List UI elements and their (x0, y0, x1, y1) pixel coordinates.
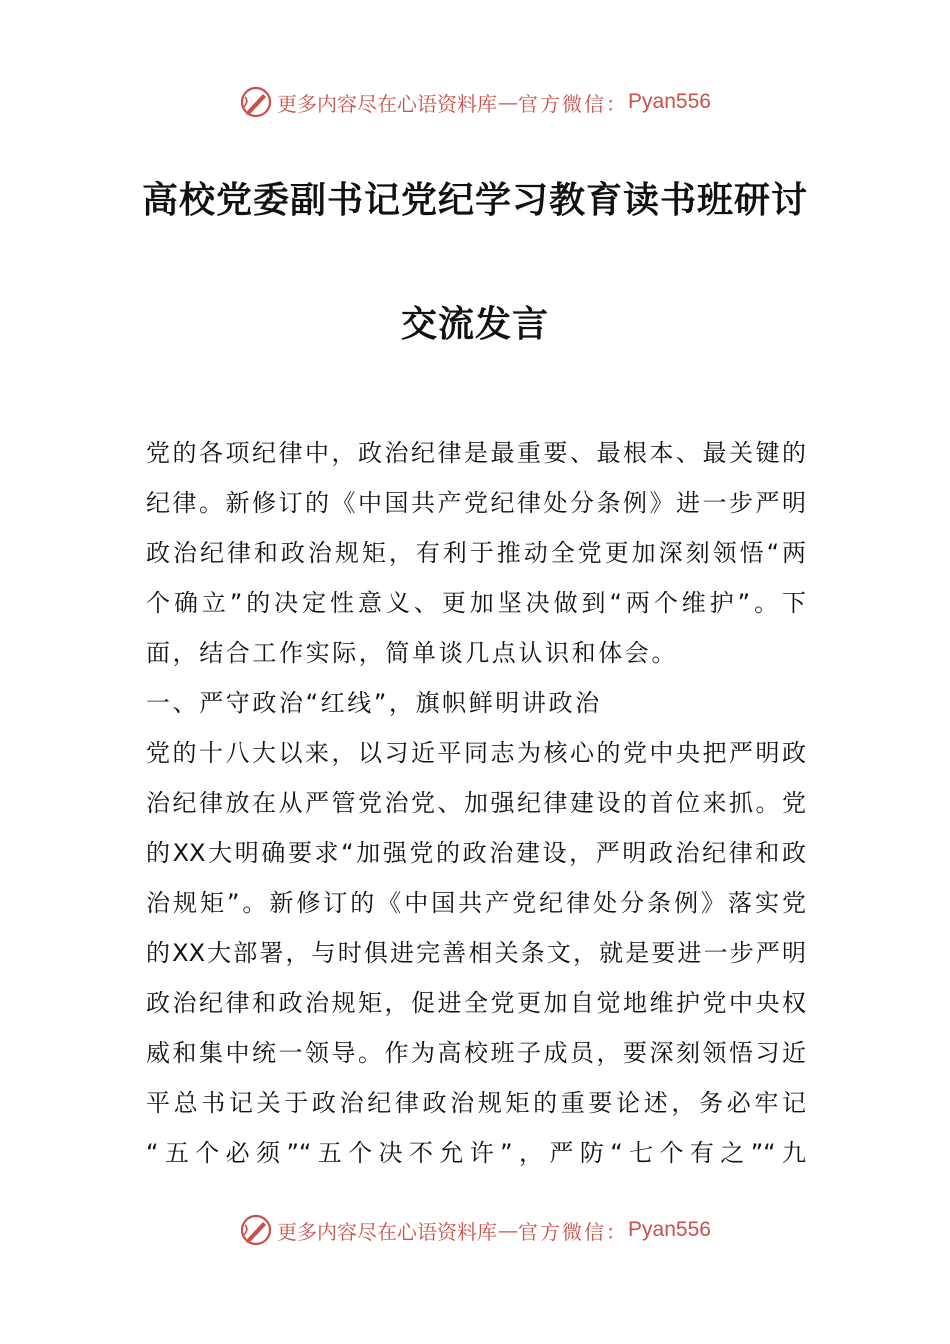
body-line: 面，结合工作实际，简单谈几点认识和体会。 (146, 639, 678, 667)
body-line: 治规矩”。新修订的《中国共产党纪律处分条例》落实党 (146, 889, 806, 917)
watermark-dash: — (498, 1218, 518, 1242)
watermark-banner-bottom (0, 1210, 950, 1250)
watermark-wechat-id: Pyan556 (628, 90, 711, 113)
watermark-brand-text: 更多内容尽在心语资料库 (277, 91, 498, 116)
body-line: 治纪律放在从严管党治党、加强纪律建设的首位来抓。党 (146, 789, 806, 817)
body-line: 纪律。新修订的《中国共产党纪律处分条例》进一步严明 (146, 489, 806, 517)
watermark-dash: — (498, 90, 518, 114)
body-line: 个确立”的决定性意义、更加坚决做到“两个维护”。下 (146, 589, 806, 617)
body-line: 威和集中统一领导。作为高校班子成员，要深刻领悟习近 (146, 1039, 806, 1067)
body-line: “五个必须”“五个决不允许”，严防“七个有之”“九 (146, 1139, 806, 1167)
body-line: 政治纪律和政治规矩，促进全党更加自觉地维护党中央权 (146, 989, 806, 1017)
body-line: 平总书记关于政治纪律政治规矩的重要论述，务必牢记 (146, 1089, 806, 1117)
document-body (146, 428, 806, 1178)
body-line: 的XX大明确要求“加强党的政治建设，严明政治纪律和政 (146, 839, 806, 867)
pen-logo-icon (239, 85, 273, 119)
body-line: 政治纪律和政治规矩，有利于推动全党更加深刻领悟“两 (146, 539, 806, 567)
watermark-wechat-label: 官方微信： (518, 91, 629, 116)
body-line: 的XX大部署，与时俱进完善相关条文，就是要进一步严明 (146, 939, 806, 967)
watermark-banner-top (0, 82, 950, 122)
body-line: 党的十八大以来，以习近平同志为核心的党中央把严明政 (146, 739, 806, 767)
document-title-line-1: 高校党委副书记党纪学习教育读书班研讨 (141, 179, 808, 221)
section-heading: 一、严守政治“红线”，旗帜鲜明讲政治 (146, 689, 602, 717)
body-line: 党的各项纪律中，政治纪律是最重要、最根本、最关键的 (146, 439, 806, 467)
document-title-line-2: 交流发言 (400, 303, 549, 345)
pen-logo-icon (239, 1213, 273, 1247)
watermark-brand-text: 更多内容尽在心语资料库 (277, 1219, 498, 1244)
watermark-wechat-id: Pyan556 (628, 1218, 711, 1241)
watermark-wechat-label: 官方微信： (518, 1219, 629, 1244)
